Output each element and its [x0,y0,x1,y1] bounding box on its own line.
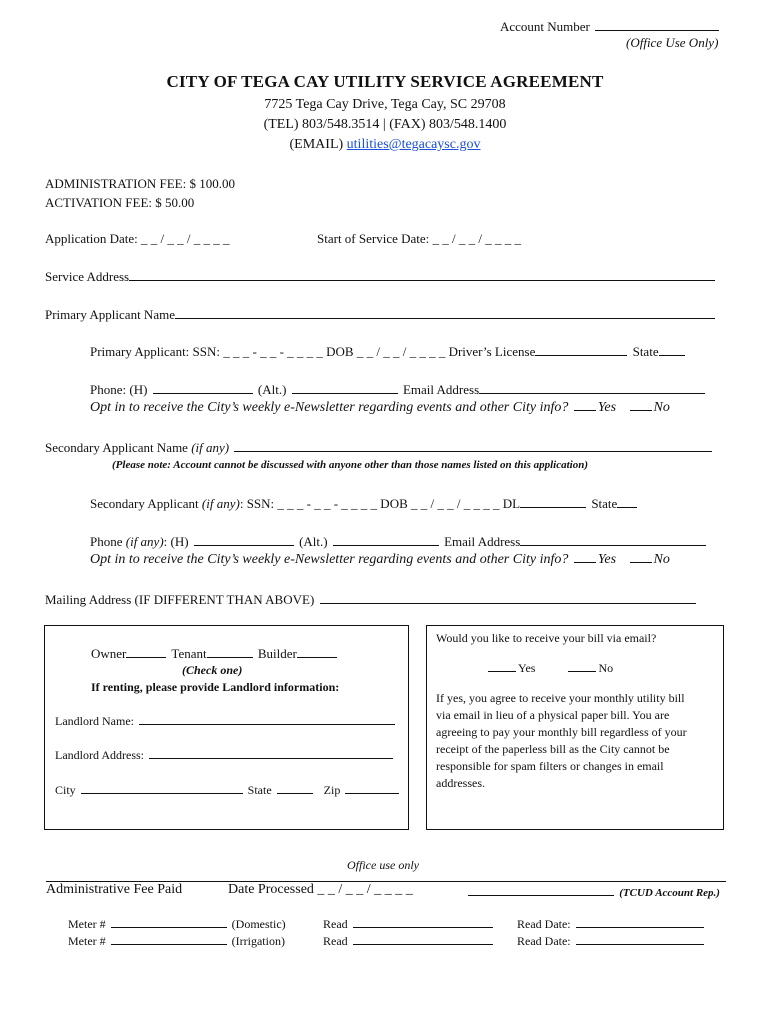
start-of-service-date-field[interactable]: Start of Service Date: _ _ / _ _ / _ _ _ _ [317,231,521,246]
primary-ssn-dob-license-label: Primary Applicant: SSN: _ _ _ - _ _ - _ _ _ _ DOB _ _ / _ _ / _ _ _ _ Driver’s License [90,344,536,359]
landlord-city-input[interactable] [81,792,243,794]
ebill-no: No [598,661,614,675]
secondary-if-any: (if any) [191,440,230,455]
primary-optin-question: Opt in to receive the City’s weekly e-Newsletter regarding events and other City info? [90,400,569,415]
primary-optin-yes-input[interactable] [574,409,596,411]
landlord-name-label: Landlord Name: [55,714,134,728]
landlord-state-label: State [247,783,272,797]
ebill-text-6: addresses. [436,776,485,790]
read-domestic-field [323,917,495,932]
ebill-choice-row [488,661,613,676]
landlord-address-input[interactable] [149,757,393,759]
account-rep-label: (TCUD Account Rep.) [619,887,720,899]
secondary-state-input[interactable] [617,506,637,508]
primary-state-input[interactable] [659,354,685,356]
landlord-state-input[interactable] [277,792,313,794]
primary-alt-label: (Alt.) [257,382,287,397]
meter-irrigation-label: Meter # [68,934,106,948]
city-phone-fax: (TEL) 803/548.3514 | (FAX) 803/548.1400 [263,117,507,132]
primary-optin-no: No [653,400,670,415]
read-date-domestic-field [517,917,706,932]
ebill-yes: Yes [518,661,536,675]
check-one-note [182,663,242,678]
service-address-field [45,269,717,285]
primary-email-label: Email Address [402,382,480,397]
secondary-ssn-dob-dl-label: : SSN: _ _ _ - _ _ - _ _ _ _ DOB _ _ / _ _ / _ _ _ _ DL [239,496,521,511]
office-use-heading: Office use only [347,858,419,872]
ownership-type-row [91,646,339,662]
page-title: CITY OF TEGA CAY UTILITY SERVICE AGREEMENT [166,72,604,91]
read-irrigation-input[interactable] [353,943,493,945]
account-number-label: Account Number [500,19,590,34]
mailing-address-field [45,592,698,608]
read-date-irrigation-field [517,934,706,949]
ebill-no-input[interactable] [568,670,596,672]
secondary-name-label: Secondary Applicant Name [45,440,188,455]
landlord-name-field [55,714,397,729]
landlord-city-state-zip [55,783,401,798]
date-processed-field[interactable]: Date Processed _ _ / _ _ / _ _ _ _ [228,882,413,897]
landlord-city-label: City [55,783,76,797]
secondary-ids-row [90,496,639,512]
ebill-text-5: responsible for spam filters or changes in email [436,759,664,773]
primary-license-input[interactable] [535,354,627,356]
ebill-text-4: receipt of the paperless bill as the City cannot be [436,742,670,756]
secondary-alt-label: (Alt.) [299,534,328,549]
primary-newsletter-optin [90,400,670,416]
mailing-address-label: Mailing Address (IF DIFFERENT THAN ABOVE) [45,592,315,607]
primary-optin-no-input[interactable] [630,409,652,411]
secondary-newsletter-optin [90,552,670,568]
read-irrigation-field [323,934,495,949]
renting-note: If renting, please provide Landlord information: [91,680,340,694]
application-date-field[interactable]: Application Date: _ _ / _ _ / _ _ _ _ [45,231,230,246]
meter-domestic-type: (Domestic) [231,917,286,931]
email-prefix: (EMAIL) [289,137,344,152]
read-domestic-input[interactable] [353,926,493,928]
secondary-optin-yes: Yes [597,552,617,567]
builder-input[interactable] [297,656,337,658]
landlord-zip-label: Zip [323,783,341,797]
meter-irrigation-row [68,934,285,949]
tenant-input[interactable] [207,656,253,658]
primary-phone-h-label: Phone: (H) [90,382,148,397]
secondary-applicant-name-field [45,440,714,456]
read-date-irrigation-input[interactable] [576,943,704,945]
account-number-input[interactable] [595,29,719,31]
city-email-line [0,137,770,153]
meter-domestic-label: Meter # [68,917,106,931]
builder-label: Builder [257,646,297,661]
activation-fee: ACTIVATION FEE: $ 50.00 [45,195,195,210]
read-date-domestic-input[interactable] [576,926,704,928]
ebill-yes-input[interactable] [488,670,516,672]
landlord-name-input[interactable] [139,723,395,725]
secondary-ssn-if-any: (if any) [201,496,240,511]
secondary-phone-if-any: (if any) [125,534,164,549]
secondary-alt-input[interactable] [333,544,439,546]
landlord-zip-input[interactable] [345,792,399,794]
check-one-text: (Check one) [182,663,243,677]
owner-label: Owner [91,646,127,661]
secondary-email-input[interactable] [520,544,706,546]
city-address: 7725 Tega Cay Drive, Tega Cay, SC 29708 [264,97,506,112]
secondary-phone-row [90,534,708,550]
ebill-question: Would you like to receive your bill via email? [436,631,657,645]
service-address-label: Service Address [45,269,130,284]
landlord-address-label: Landlord Address: [55,748,144,762]
primary-applicant-name-field [45,307,717,323]
read-date-domestic-label: Read Date: [517,917,571,931]
secondary-phone-h-label: : (H) [163,534,189,549]
secondary-optin-no-input[interactable] [630,561,652,563]
secondary-optin-yes-input[interactable] [574,561,596,563]
read-domestic-label: Read [323,917,348,931]
admin-fee-paid-row [46,882,182,898]
meter-irrigation-input[interactable] [111,943,227,945]
meter-domestic-input[interactable] [111,926,227,928]
primary-email-input[interactable] [479,392,705,394]
secondary-dl-input[interactable] [520,506,586,508]
mailing-address-input[interactable] [320,602,696,604]
office-use-only-note: (Office Use Only) [626,35,719,50]
primary-applicant-name-label: Primary Applicant Name [45,307,175,322]
secondary-note: (Please note: Account cannot be discussed with anyone other than those names listed on this application) [112,459,588,471]
tenant-label: Tenant [171,646,207,661]
primary-phone-h-input[interactable] [153,392,253,394]
primary-applicant-name-input[interactable] [175,317,715,319]
primary-alt-input[interactable] [292,392,398,394]
ebill-text-3: agreeing to pay your monthly bill regardless of your [436,725,687,739]
account-rep-field [468,884,720,900]
secondary-optin-no: No [653,552,670,567]
secondary-phone-prefix: Phone [90,534,123,549]
ebill-text-2: via email in lieu of a physical paper bill. You are [436,708,670,722]
secondary-optin-question: Opt in to receive the City’s weekly e-Newsletter regarding events and other City info? [90,552,569,567]
secondary-name-input[interactable] [234,450,712,452]
email-link[interactable]: utilities@tegacaysc.gov [346,137,481,152]
primary-state-label: State [632,344,659,359]
landlord-address-field [55,748,395,763]
owner-input[interactable] [126,656,166,658]
service-address-input[interactable] [129,279,715,281]
admin-fee-paid-label: Administrative Fee Paid [46,882,183,897]
secondary-ssn-prefix: Secondary Applicant [90,496,199,511]
administration-fee: ADMINISTRATION FEE: $ 100.00 [45,176,235,191]
account-number-field [500,19,721,35]
ebill-text-1: If yes, you agree to receive your monthly utility bill [436,691,685,705]
account-rep-input[interactable] [468,894,614,896]
secondary-state-label: State [591,496,618,511]
primary-phone-row [90,382,707,398]
read-date-irrigation-label: Read Date: [517,934,571,948]
read-irrigation-label: Read [323,934,348,948]
secondary-phone-h-input[interactable] [194,544,294,546]
primary-applicant-ids-row [90,344,687,360]
meter-domestic-row [68,917,286,932]
primary-optin-yes: Yes [597,400,617,415]
meter-irrigation-type: (Irrigation) [231,934,285,948]
secondary-email-label: Email Address [444,534,521,549]
